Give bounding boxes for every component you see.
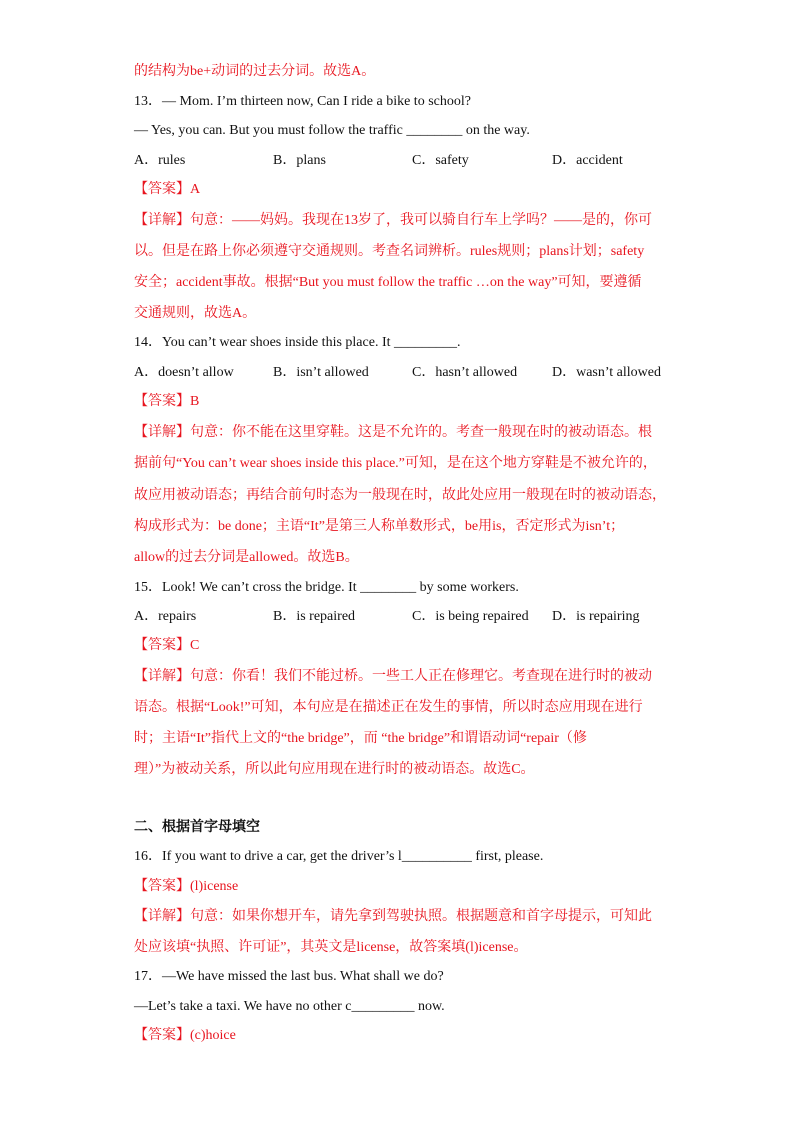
question-15-explanation-4: 理）”为被动关系，所以此句应用现在进行时的被动语态。故选C。	[134, 762, 535, 777]
question-16-answer: 【答案】(l)icense	[134, 879, 239, 894]
question-13-option-b: B．plans	[273, 153, 326, 168]
question-13-explanation-2: 以。但是在路上你必须遵守交通规则。考查名词辨析。rules规则；plans计划；safety	[134, 244, 645, 259]
question-15-explanation-3: 时；主语“It”指代上文的“the bridge”，而 “the bridge”和谓语动词“repair（修	[134, 731, 587, 746]
question-17-line2: —Let’s take a taxi. We have no other c_________ now.	[134, 999, 445, 1014]
question-15-option-a: A．repairs	[134, 609, 197, 624]
question-14-option-b: B．isn’t allowed	[273, 365, 369, 380]
section-heading: 二、根据首字母填空	[134, 820, 260, 835]
question-15-option-b: B．is repaired	[273, 609, 356, 624]
question-13-stem: 13．— Mom. I’m thirteen now, Can I ride a bike to school?	[134, 94, 471, 109]
question-17-stem: 17．—We have missed the last bus. What shall we do?	[134, 969, 444, 984]
question-14-option-a: A．doesn’t allow	[134, 365, 234, 380]
question-15-option-d: D．is repairing	[552, 609, 640, 624]
question-15-explanation-1: 【详解】句意：你看！我们不能过桥。一些工人正在修理它。考查现在进行时的被动	[134, 669, 652, 684]
question-14-explanation-5: allow的过去分词是allowed。故选B。	[134, 550, 359, 565]
question-17-answer: 【答案】(c)hoice	[134, 1028, 236, 1043]
question-13-explanation-4: 交通规则，故选A。	[134, 306, 257, 321]
question-13-explanation-3: 安全；accident事故。根据“But you must follow the traffic …on the way”可知，要遵循	[134, 275, 642, 290]
question-15-explanation-2: 语态。根据“Look!”可知，本句应是在描述正在发生的事情，所以时态应用现在进行	[134, 700, 643, 715]
explanation-line: 的结构为be+动词的过去分词。故选A。	[134, 64, 376, 79]
question-14-answer: 【答案】B	[134, 394, 200, 409]
question-15-answer: 【答案】C	[134, 638, 200, 653]
question-14-explanation-2: 据前句“You can’t wear shoes inside this place.”可知，是在这个地方穿鞋是不被允许的，	[134, 456, 657, 471]
question-14-explanation-3: 故应用被动语态；再结合前句时态为一般现在时，故此处应用一般现在时的被动语态，	[134, 488, 666, 503]
question-16-explanation-1: 【详解】句意：如果你想开车，请先拿到驾驶执照。根据题意和首字母提示，可知此	[134, 909, 652, 924]
question-14-stem: 14．You can’t wear shoes inside this place. It _________.	[134, 335, 461, 350]
question-13-answer: 【答案】A	[134, 182, 201, 197]
question-14-explanation-4: 构成形式为：be done；主语“It”是第三人称单数形式，be用is，否定形式为isn’t；	[134, 519, 625, 534]
question-13-line2: — Yes, you can. But you must follow the traffic ________ on the way.	[134, 123, 530, 138]
question-13-option-a: A．rules	[134, 153, 186, 168]
question-15-option-c: C．is being repaired	[412, 609, 529, 624]
question-16-stem: 16．If you want to drive a car, get the driver’s l__________ first, please.	[134, 849, 544, 864]
question-14-option-d: D．wasn’t allowed	[552, 365, 661, 380]
question-14-option-c: C．hasn’t allowed	[412, 365, 518, 380]
question-13-option-d: D．accident	[552, 153, 623, 168]
question-15-stem: 15．Look! We can’t cross the bridge. It ________ by some workers.	[134, 580, 519, 595]
question-14-explanation-1: 【详解】句意：你不能在这里穿鞋。这是不允许的。考查一般现在时的被动语态。根	[134, 425, 652, 440]
question-13-option-c: C．safety	[412, 153, 469, 168]
question-13-explanation-1: 【详解】句意：——妈妈。我现在13岁了，我可以骑自行车上学吗？——是的，你可	[134, 213, 652, 228]
question-16-explanation-2: 处应该填“执照、许可证”，其英文是license，故答案填(l)icense。	[134, 940, 528, 955]
